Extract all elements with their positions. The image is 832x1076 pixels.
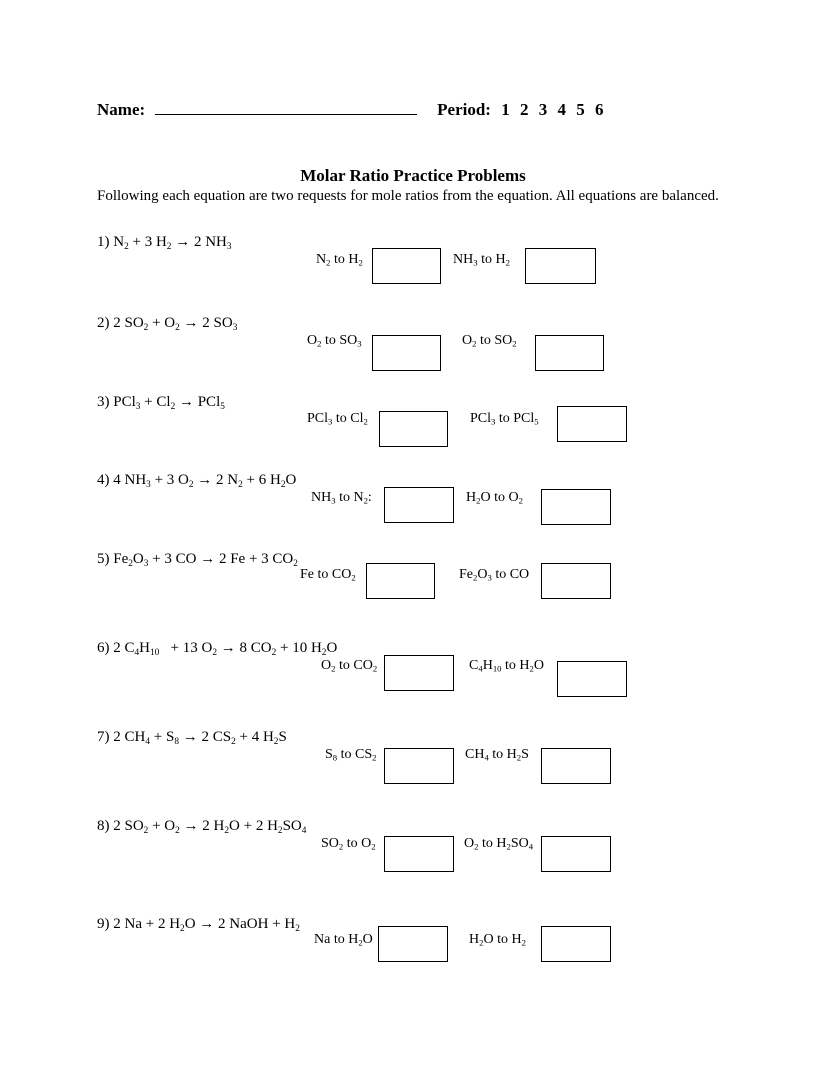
ratio-label: $O_2$ to $CO_2$ bbox=[321, 658, 378, 674]
ratio-label: $S_8$ to $CS_2$ bbox=[325, 747, 377, 763]
name-field[interactable] bbox=[155, 98, 417, 115]
answer-box[interactable] bbox=[557, 661, 627, 697]
ratio-label: PCl$_3$ to PCl$_5$ bbox=[470, 411, 539, 427]
instructions: Following each equation are two requests for mole ratios from the equation. All equations are balanced. bbox=[97, 188, 719, 204]
answer-box[interactable] bbox=[535, 335, 604, 371]
period-option-1[interactable]: 1 bbox=[501, 100, 510, 119]
ratio-label: $CH_4$ to $H_2S$ bbox=[465, 747, 529, 763]
period-option-4[interactable]: 4 bbox=[557, 100, 566, 119]
ratio-label: $O_2$ to $H_2SO_4$ bbox=[464, 836, 534, 852]
answer-box[interactable] bbox=[366, 563, 435, 599]
period-label: Period: bbox=[437, 100, 491, 119]
answer-box[interactable] bbox=[384, 487, 454, 523]
problem-equation: 9) 2 Na + 2 $H_2O \to 2$ NaOH + $H_2$ bbox=[97, 916, 300, 934]
answer-box[interactable] bbox=[525, 248, 596, 284]
problem-equation: 3) $PCl_3 + Cl_2 \to PCl_5$ bbox=[97, 394, 225, 412]
answer-box[interactable] bbox=[379, 411, 448, 447]
problem-equation: 7) 2 $CH_4 + S_8 \to 2$ $CS_2 + 4$ $H_2S$ bbox=[97, 729, 287, 747]
ratio-label: $N_2$ to $H_2$ bbox=[316, 252, 363, 268]
worksheet-header bbox=[97, 98, 603, 120]
ratio-label: $H_2O$ to $H_2$ bbox=[469, 932, 526, 948]
answer-box[interactable] bbox=[372, 335, 441, 371]
problem-equation: 8) 2 $SO_2 + O_2 \to 2$ $H_2O + 2$ $H_2SO_4$ bbox=[97, 818, 307, 836]
answer-box[interactable] bbox=[378, 926, 448, 962]
ratio-label: $O_2$ to $SO_3$ bbox=[307, 333, 362, 349]
answer-box[interactable] bbox=[541, 926, 611, 962]
page-title: Molar Ratio Practice Problems bbox=[300, 166, 526, 185]
problem-equation: 4) 4 $NH_3 + 3$ $O_2 \to 2$ $N_2 + 6$ $H_2O$ bbox=[97, 472, 297, 490]
ratio-label: $SO_2$ to $O_2$ bbox=[321, 836, 376, 852]
answer-box[interactable] bbox=[541, 563, 611, 599]
answer-box[interactable] bbox=[384, 836, 454, 872]
answer-box[interactable] bbox=[541, 748, 611, 784]
ratio-label: PCl$_3$ to $Cl_2$ bbox=[307, 411, 368, 427]
problem-equation: 1) $N_2 + 3$ $H_2 \to 2$ $NH_3$ bbox=[97, 234, 232, 252]
problem-equation: 2) 2 $SO_2 + O_2 \to 2$ $SO_3$ bbox=[97, 315, 238, 333]
ratio-label: $C_4H_{10}$ to $H_2O$ bbox=[469, 658, 544, 674]
answer-box[interactable] bbox=[541, 836, 611, 872]
ratio-label: $NH_3$ to $N_2$: bbox=[311, 490, 372, 506]
problem-equation: 6) 2 $C_4H_{10} + 13$ $O_2 \to 8$ $CO_2 + 10$ $H_2O$ bbox=[97, 640, 338, 658]
answer-box[interactable] bbox=[541, 489, 611, 525]
answer-box[interactable] bbox=[384, 655, 454, 691]
answer-box[interactable] bbox=[384, 748, 454, 784]
ratio-label: $O_2$ to $SO_2$ bbox=[462, 333, 517, 349]
name-label: Name: bbox=[97, 100, 146, 119]
ratio-label: $NH_3$ to $H_2$ bbox=[453, 252, 510, 268]
ratio-label: $H_2O$ to $O_2$ bbox=[466, 490, 523, 506]
ratio-label: Na to $H_2O$ bbox=[314, 932, 373, 948]
answer-box[interactable] bbox=[372, 248, 441, 284]
problem-equation: 5) $Fe_2O_3 + 3$ CO → 2 Fe + 3 $CO_2$ bbox=[97, 551, 298, 569]
ratio-label: Fe to $CO_2$ bbox=[300, 567, 356, 583]
period-option-2[interactable]: 2 bbox=[519, 100, 529, 119]
period-option-5[interactable]: 5 bbox=[576, 100, 585, 119]
period-option-3[interactable]: 3 bbox=[538, 100, 548, 119]
ratio-label: $Fe_2O_3$ to CO bbox=[459, 567, 530, 583]
answer-box[interactable] bbox=[557, 406, 627, 442]
period-option-6[interactable]: 6 bbox=[594, 100, 604, 119]
